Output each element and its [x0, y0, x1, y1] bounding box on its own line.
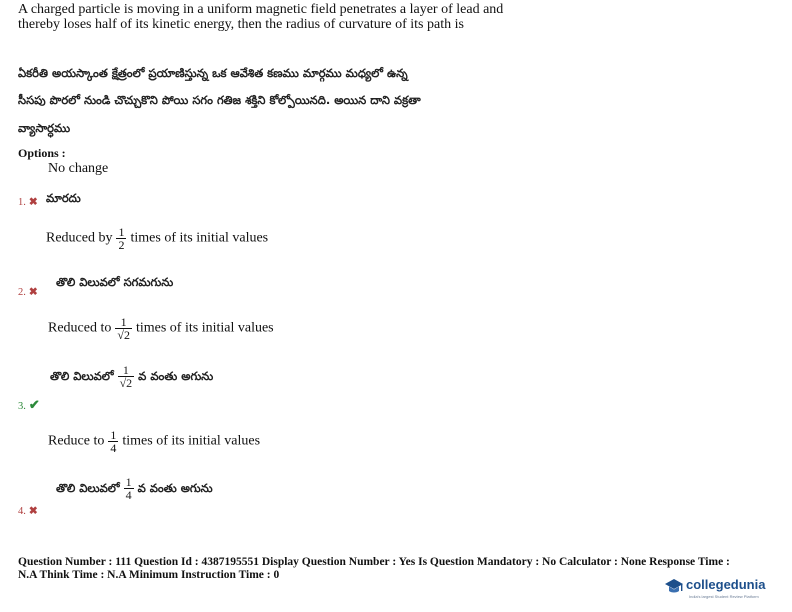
question-text: A charged particle is moving in a uniform magnetic field penetrates a layer of lead and thereby loses half of its kinetic energy, then the radius of curvature of its path is	[18, 2, 504, 32]
question-telugu-line1: ఏకరీతి అయస్కాంత క్షేత్రంలో ప్రయాణిస్తున్న ఒక ఆవేశిత కణము మార్గము మధ్యలో ఉన్న	[18, 66, 408, 80]
question-telugu-line3: వ్యాసార్ధము	[18, 121, 71, 135]
option-3-number: 3. ✔	[18, 397, 40, 412]
option-4-number: 4. ✖	[18, 506, 38, 517]
graduation-cap-icon	[664, 577, 684, 599]
option-3-english: Reduced to $\frac{1}{√2}$ times of its initial values	[48, 315, 274, 342]
option-4-english: Reduce to $\frac{1}{4}$ times of its initial values	[48, 428, 261, 455]
fraction-one-over-root-two: $\frac{1}{√2}$	[117, 315, 130, 342]
logo-tagline: India's largest Student Review Platform	[689, 594, 759, 599]
wrong-icon: ✖	[28, 287, 38, 298]
option-2-number: 2. ✖	[18, 287, 38, 298]
fraction-one-fourth: $\frac{1}{4}$	[125, 475, 132, 502]
fraction-one-over-root-two: $\frac{1}{√2}$	[119, 363, 133, 390]
check-icon: ✔	[28, 397, 40, 412]
option-2-telugu: తొలి విలువలో సగమగును	[56, 275, 174, 289]
collegedunia-logo	[664, 575, 782, 603]
fraction-one-half: $\frac{1}{2}$	[118, 225, 125, 252]
wrong-icon: ✖	[28, 197, 38, 208]
option-1-telugu: మారదు	[46, 191, 81, 205]
question-telugu-line2: సీసపు పొరలో నుండి చొచ్చుకొని పోయి సగం గతిజ శక్తిని కోల్పోయినది. అయిన దాని వక్రతా	[18, 93, 421, 107]
wrong-icon: ✖	[28, 506, 38, 517]
option-4-telugu: తొలి విలువలో $\frac{1}{4}$ వ వంతు అగును	[56, 475, 213, 502]
option-1-english: No change	[48, 161, 109, 176]
options-label: Options :	[18, 146, 66, 160]
metadata-line2: N.A Think Time : N.A Minimum Instruction Time : 0	[18, 569, 280, 581]
option-3-telugu: తొలి విలువలో $\frac{1}{√2}$ వ వంతు అగును	[50, 363, 214, 390]
option-1-number: 1. ✖	[18, 197, 38, 208]
fraction-one-fourth: $\frac{1}{4}$	[110, 428, 117, 455]
logo-name: collegedunia	[686, 577, 766, 592]
metadata-line1: Question Number : 111 Question Id : 4387195551 Display Question Number : Yes Is Question Mandatory : No Calculator : None Response Time :	[18, 556, 730, 568]
option-2-english: Reduced by $\frac{1}{2}$ times of its initial values	[46, 225, 269, 252]
